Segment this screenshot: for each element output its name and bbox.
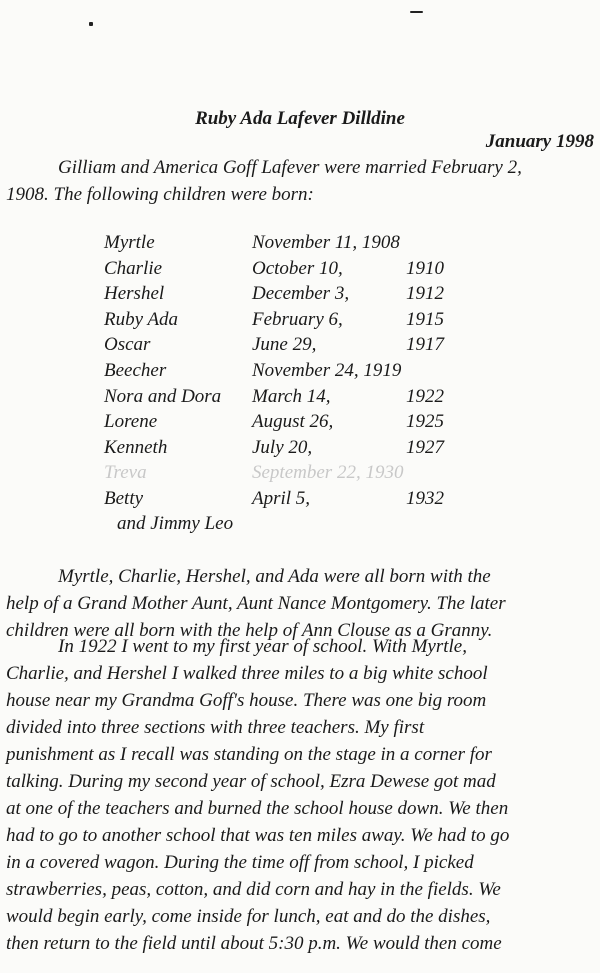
scan-speck <box>89 22 93 26</box>
paragraph-line: had to go to another school that was ten miles away. We had to go <box>6 825 510 846</box>
child-birthdate: November 24, 1919 <box>252 359 402 381</box>
child-name: Nora and Dora <box>104 385 222 407</box>
paragraph-school <box>6 633 596 957</box>
paragraph-line: punishment as I recall was standing on the stage in a corner for <box>6 744 492 765</box>
child-name: Betty <box>104 487 144 509</box>
paragraph-line: would begin early, come inside for lunch, eat and do the dishes, <box>6 906 491 927</box>
paragraph-births <box>6 563 596 644</box>
paragraph-line: Myrtle, Charlie, Hershel, and Ada were all born with the <box>58 566 491 587</box>
children-list <box>104 232 444 514</box>
child-birthdate: October 10, <box>252 257 343 279</box>
child-birthyear: 1915 <box>406 308 444 330</box>
child-row <box>104 411 444 437</box>
child-birthdate: February 6, <box>252 308 343 330</box>
child-name: Hershel <box>104 283 165 305</box>
child-row <box>104 488 444 514</box>
paragraph-line: then return to the field until about 5:30 p.m. We would then come <box>6 933 502 954</box>
child-birthyear: 1917 <box>406 334 444 356</box>
child-birthdate: December 3, <box>252 283 350 305</box>
child-row <box>104 334 444 360</box>
child-birthyear: 1927 <box>406 436 444 458</box>
child-name: Kenneth <box>104 436 168 458</box>
document-date: January 1998 <box>485 131 594 152</box>
paragraph-line: strawberries, peas, cotton, and did corn and hay in the fields. We <box>6 879 501 900</box>
child-birthdate: March 14, <box>252 385 331 407</box>
child-name: Lorene <box>104 411 158 433</box>
child-name: Myrtle <box>104 232 155 253</box>
paragraph-line: children were all born with the help of Ann Clouse as a Granny. <box>6 620 493 641</box>
child-name: Oscar <box>104 334 151 356</box>
child-birthyear: 1932 <box>406 487 444 509</box>
children-extra: and Jimmy Leo <box>117 513 234 534</box>
child-birthyear: 1925 <box>406 411 444 433</box>
child-row <box>104 232 444 258</box>
child-name: Beecher <box>104 359 167 381</box>
child-birthyear: 1910 <box>406 257 444 279</box>
intro-line: Gilliam and America Goff Lafever were married February 2, <box>58 157 522 178</box>
document-title: Ruby Ada Lafever Dilldine <box>195 108 405 129</box>
child-row <box>104 437 444 463</box>
child-birthdate: April 5, <box>252 487 311 509</box>
paragraph-line: house near my Grandma Goff's house. There was one big room <box>6 690 487 711</box>
paragraph-line: talking. During my second year of school, Ezra Dewese got mad <box>6 771 496 792</box>
child-birthyear: 1912 <box>406 283 444 305</box>
intro-paragraph <box>6 154 596 208</box>
child-birthdate: August 26, <box>252 411 334 433</box>
paragraph-line: divided into three sections with three teachers. My first <box>6 717 425 738</box>
child-row <box>104 283 444 309</box>
paragraph-line: help of a Grand Mother Aunt, Aunt Nance Montgomery. The later <box>6 593 506 614</box>
child-row <box>104 386 444 412</box>
child-birthdate: July 20, <box>252 436 313 458</box>
child-row <box>104 258 444 284</box>
paragraph-line: in a covered wagon. During the time off from school, I picked <box>6 852 474 873</box>
intro-line: 1908. The following children were born: <box>6 184 314 205</box>
child-row <box>104 309 444 335</box>
child-row <box>104 360 444 386</box>
child-name: Ruby Ada <box>104 308 179 330</box>
child-birthdate: June 29, <box>252 334 317 356</box>
child-name: Charlie <box>104 257 163 279</box>
child-row-faded <box>104 462 444 488</box>
scan-speck <box>410 11 423 13</box>
paragraph-line: In 1922 I went to my first year of school. With Myrtle, <box>58 636 467 657</box>
child-birthdate: November 11, 1908 <box>252 232 400 253</box>
child-birthdate: September 22, 1930 <box>252 462 404 484</box>
paragraph-line: at one of the teachers and burned the school house down. We then <box>6 798 509 819</box>
child-birthyear: 1922 <box>406 385 444 407</box>
child-name: Treva <box>104 462 147 484</box>
paragraph-line: Charlie, and Hershel I walked three miles to a big white school <box>6 663 488 684</box>
